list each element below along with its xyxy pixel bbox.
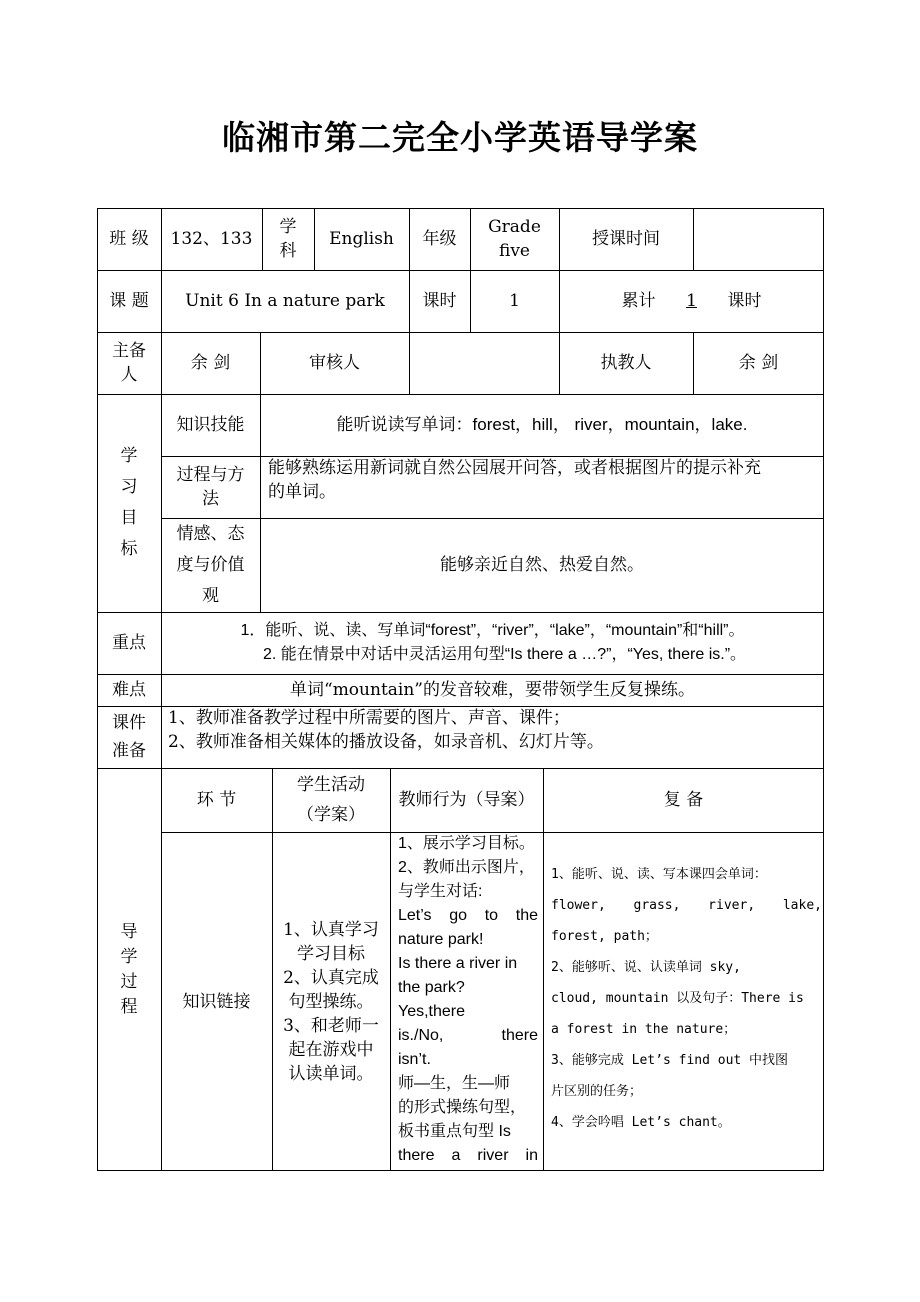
student-activity-text: 1、认真学习 学习目标 2、认真完成 句型操练。 3、和老师一 起在游戏中 认读单词。 — [283, 920, 379, 1084]
teacher-label: 执教人 — [600, 353, 652, 373]
page-title: 临湘市第二完全小学英语导学案 — [222, 118, 698, 157]
subject-value: English — [329, 229, 394, 249]
stage-header: 环 节 — [196, 790, 237, 810]
grade-value: Grade five — [488, 217, 541, 261]
grade-label: 年级 — [422, 229, 457, 249]
period-value: 1 — [509, 291, 520, 311]
materials-text: 1、教师准备教学过程中所需要的图片、声音、课件； 2、教师准备相关媒体的播放设备，如录音机、幻灯片等。 — [168, 708, 604, 752]
period-label: 课时 — [422, 291, 457, 311]
materials-label: 课件 准备 — [112, 713, 146, 761]
difficulty-label: 难点 — [112, 680, 146, 700]
process-method-label: 过程与方 法 — [176, 465, 245, 509]
topic-label: 课 题 — [109, 291, 149, 311]
review-header: 复 备 — [663, 790, 704, 810]
subject-label: 学 科 — [279, 217, 297, 261]
stage-knowledge-link: 知识链接 — [182, 991, 251, 1012]
emotion-label: 情感、态 度与价值 观 — [176, 523, 245, 606]
main-preparer-label: 主备 人 — [112, 341, 146, 385]
teacher-value: 余 剑 — [738, 353, 779, 373]
main-preparer-value: 余 剑 — [190, 353, 231, 373]
process-method-text: 能够熟练运用新词就自然公园展开问答，或者根据图片的提示补充 的单词。 — [268, 458, 761, 502]
cumulative-value: 1 — [686, 291, 697, 311]
teacher-action-header: 教师行为（导案） — [398, 790, 535, 810]
learning-goals-label: 学 习 目 标 — [120, 446, 138, 559]
class-value: 132、133 — [170, 229, 253, 249]
topic-value: Unit 6 In a nature park — [185, 291, 385, 311]
key-points-label: 重点 — [112, 633, 146, 653]
knowledge-label: 知识技能 — [176, 415, 245, 435]
knowledge-text: 能听说读写单词：forest，hill， river，mountain，lake. — [336, 415, 748, 434]
student-activity-header: 学生活动 （学案） — [297, 775, 365, 825]
cumulative-periods: 累计 1 课时 — [621, 291, 762, 311]
teacher-action-text: 1、展示学习目标。 2、教师出示图片， 与学生对话: Let’s go to the nature park! Is there a river in the park? Yes,there is./No, there isn’t. 师—生，生—师 的形式操练句型， 板书重点句型 Is there a river in — [398, 835, 538, 1164]
teaching-time-label: 授课时间 — [592, 229, 660, 249]
guided-process-label: 导 学 过 程 — [120, 921, 138, 1017]
teaching-time-value — [693, 208, 824, 270]
emotion-text: 能够亲近自然、热爱自然。 — [440, 555, 644, 575]
reviewer-label: 审核人 — [309, 353, 360, 373]
difficulty-text: 单词“mountain”的发音较难，要带领学生反复操练。 — [290, 680, 695, 700]
class-label: 班 级 — [109, 229, 149, 249]
key-points-text: 1．能听、说、读、写单词“forest”，“river”，“lake”，“mountain”和“hill”。 2. 能在情景中对话中灵活运用句型“Is there a …?”，“Yes, there is.”。 — [240, 622, 747, 663]
reviewer-value — [409, 332, 559, 394]
review-text: 1、能听、说、读、写本课四会单词： flower, grass, river, lake, forest, path； 2、能够听、说、认读单词 sky, cloud, mountain 以及句子：There is a forest in the nature； 3、能够完成 Let’s find out 中找图 片区别的任务； 4、学会吟唱 Let’s chant。 — [551, 867, 822, 1130]
